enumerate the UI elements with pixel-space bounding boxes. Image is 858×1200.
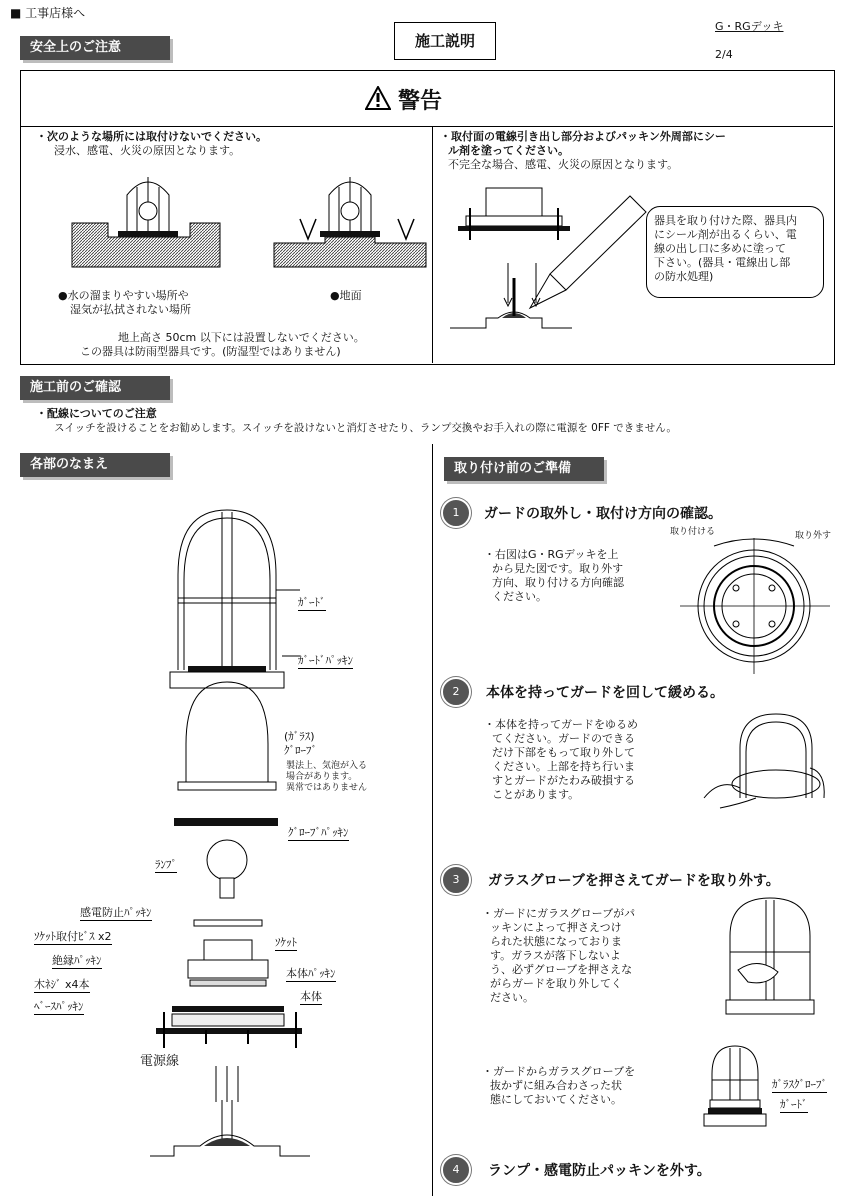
right-warning-heading: ・取付面の電線引き出し部分およびパッキン外周部にシー [440,130,726,143]
sealant-illustration [442,178,652,338]
divider [20,126,833,127]
label-base-packing: ﾍﾞｰｽﾊﾟｯｷﾝ [34,1000,84,1013]
step-3-text-3: られた状態になっておりま [490,935,622,948]
step-2-text-3: だけ下部をもって取り外して [492,746,635,759]
step-3-text-1: ・ガードにガラスグローブがパ [482,907,636,920]
wiring-note: スイッチを設けることをお勧めします。スイッチを設けないと消灯させたり、ランプ交換やお手入れの際に電源を 0FF できません。 [54,422,677,434]
label-guard-packing: ｶﾞｰﾄﾞﾊﾟｯｷﾝ [298,654,353,667]
step-4-number: 4 [441,1155,471,1185]
step-4-title: ランプ・感電防止パッキンを外す。 [488,1163,711,1179]
step-1-text-3: 方向、取り付ける方向確認 [492,576,624,589]
step-1-text-2: から見た図です。取り外す [492,562,624,575]
label-glass-globe: ｶﾞﾗｽｸﾞﾛｰﾌﾞ [772,1078,827,1091]
right-warning-sub: 不完全な場合、感電、火災の原因となります。 [448,158,679,171]
label-water: ●水の溜まりやすい場所や [58,289,189,302]
globe-note-1: 製法上、気泡が入る [286,761,368,771]
page-number: 2/4 [715,48,733,61]
precheck-tab: 施工前のご確認 [20,376,170,400]
label-body: 本体 [300,990,322,1003]
top-view-diagram [680,534,840,684]
label-wood-screw: 木ﾈｼﾞ x4本 [34,978,90,991]
callout-line-1: 器具を取り付けた際、器具内 [654,214,797,227]
rainproof-note: この器具は防雨型器具です。(防湿型ではありません) [80,345,341,358]
label-insulation-packing: 絶縁ﾊﾟｯｷﾝ [52,954,102,967]
left-warning-sub: 浸水、感電、火災の原因となります。 [54,144,241,157]
warning-title: 警告 [398,89,443,114]
loosen-guard-illustration [700,708,830,818]
step-3-text-2: ッキンによって押さえつけ [490,921,622,934]
label-water2: 湿気が払拭されない場所 [70,303,191,316]
step-3-text-7: ださい。 [490,991,534,1004]
step-2-number: 2 [441,677,471,707]
step-2-text-1: ・本体を持ってガードをゆるめ [484,718,638,731]
step-3-number: 3 [441,865,471,895]
callout-line-3: 線の出し口に多めに塗って [654,242,786,255]
step-2-text-2: てください。ガードのできる [492,732,635,745]
label-globe-packing: ｸﾞﾛｰﾌﾞﾊﾟｯｷﾝ [288,826,349,839]
remove-guard-illustration [708,890,828,1020]
label-glass: (ｶﾞﾗｽ) [284,730,315,743]
step-1-number: 1 [441,498,471,528]
department-label: ■ 工事店様へ [10,6,86,20]
label-attach: 取り付ける [670,527,716,537]
label-socket-screw: ｿｹｯﾄ取付ﾋﾞｽ x2 [34,930,112,943]
step-3-title: ガラスグローブを押さえてガードを取り外す。 [488,873,780,889]
label-lamp: ﾗﾝﾌﾟ [155,858,177,871]
step-2-title: 本体を持ってガードを回して緩める。 [486,685,724,701]
label-ground: ●地面 [330,289,362,302]
label-globe: ｸﾞﾛｰﾌﾞ [284,744,317,757]
step-3-note-1: ・ガードからガラスグローブを [482,1065,636,1078]
page-title: 施工説明 [394,22,496,60]
step-3-text-4: す。ガラスが落下しないよ [490,949,621,962]
label-shock-packing: 感電防止ﾊﾟｯｷﾝ [80,906,152,919]
label-guard: ｶﾞｰﾄﾞ [298,596,326,609]
exploded-parts-diagram [150,500,440,1190]
label-socket: ｿｹｯﾄ [275,936,297,949]
callout-line-2: にシール剤が出るくらい、電 [654,228,797,241]
step-2-text-4: ください。上部を持ち行いま [492,760,635,773]
step-3-note-3: 態にしておいてください。 [490,1093,622,1106]
wiring-heading: ・配線についてのご注意 [36,407,157,420]
step-1-title: ガードの取外し・取付け方向の確認。 [484,506,722,522]
callout-line-5: の防水処理) [654,270,714,283]
warning-triangle-icon [365,86,391,110]
step-2-text-5: すとガードがたわみ破損する [492,774,635,787]
label-guard-small: ｶﾞｰﾄﾞ [780,1098,808,1111]
page-header [708,6,783,62]
label-body-packing: 本体ﾊﾟｯｷﾝ [286,967,336,980]
prep-tab: 取り付け前のご準備 [444,457,604,481]
step-3-text-5: う、必ずグローブを押さえな [490,963,633,976]
guard-with-globe-illustration [700,1040,770,1130]
left-warning-heading: ・次のような場所には取付けないでください。 [36,130,267,143]
step-1-text-4: ください。 [492,590,547,603]
step-1-text-1: ・右図はG・RGデッキを上 [484,548,619,561]
globe-note-3: 異常ではありません [286,783,368,793]
label-remove: 取り外す [795,531,832,541]
step-3-note-2: 抜かずに組み合わさった状 [490,1079,622,1092]
parts-tab: 各部のなまえ [20,453,170,477]
divider [432,126,433,363]
right-warning-heading2: ル剤を塗ってください。 [448,144,569,157]
globe-note-2: 場合があります。 [286,772,358,782]
step-2-text-6: ことがあります。 [492,788,580,801]
label-power-wire: 電源線 [140,1054,180,1069]
safety-tab: 安全上のご注意 [20,36,170,60]
water-location-illustration [70,165,430,285]
product-name: G・RGデッキ [715,20,784,33]
callout-line-4: 下さい。(器具・電線出し部 [654,256,791,269]
height-note: 地上高さ 50cm 以下には設置しないでください。 [118,331,365,344]
step-3-text-6: がらガードを取り外してく [490,977,622,990]
